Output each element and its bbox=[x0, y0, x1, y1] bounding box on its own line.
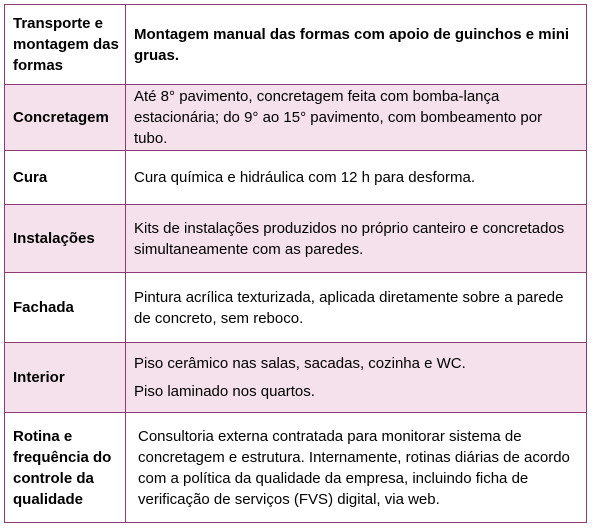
row-content-instalacoes: Kits de instalações produzidos no próprio canteiro e concretados simultaneamente com as paredes. bbox=[126, 205, 587, 273]
row-label-concretagem: Concretagem bbox=[5, 85, 126, 151]
table-row bbox=[5, 343, 587, 413]
row-content-concretagem: Até 8° pavimento, concretagem feita com bomba-lança estacionária; do 9° ao 15° pavimento, com bombeamento por tubo. bbox=[126, 85, 587, 151]
row-content-rotina: Consultoria externa contratada para monitorar sistema de concretagem e estrutura. Internamente, rotinas diárias de acordo com a política da qualidade da empresa, incluindo ficha de verificação de serviços (FVS) digital, via web. bbox=[126, 413, 587, 523]
row-content-cura: Cura química e hidráulica com 12 h para desforma. bbox=[126, 151, 587, 205]
row-label-instalacoes: Instalações bbox=[5, 205, 126, 273]
row-content-fachada: Pintura acrílica texturizada, aplicada diretamente sobre a parede de concreto, sem reboco. bbox=[126, 273, 587, 343]
table-row bbox=[5, 205, 587, 273]
row-label-interior: Interior bbox=[5, 343, 126, 413]
table-row bbox=[5, 413, 587, 523]
interior-line-1: Piso cerâmico nas salas, sacadas, cozinha e WC. bbox=[134, 355, 466, 372]
row-label-rotina: Rotina e frequência do controle da qualidade bbox=[5, 413, 126, 523]
specification-table bbox=[4, 4, 587, 523]
row-label-transporte: Transporte e montagem das formas bbox=[5, 5, 126, 85]
table-row bbox=[5, 151, 587, 205]
row-content-transporte: Montagem manual das formas com apoio de guinchos e mini gruas. bbox=[126, 5, 587, 85]
row-label-fachada: Fachada bbox=[5, 273, 126, 343]
table-row bbox=[5, 5, 587, 85]
interior-line-2: Piso laminado nos quartos. bbox=[134, 383, 315, 400]
row-content-interior bbox=[126, 343, 587, 413]
table-row bbox=[5, 85, 587, 151]
table-row bbox=[5, 273, 587, 343]
row-label-cura: Cura bbox=[5, 151, 126, 205]
